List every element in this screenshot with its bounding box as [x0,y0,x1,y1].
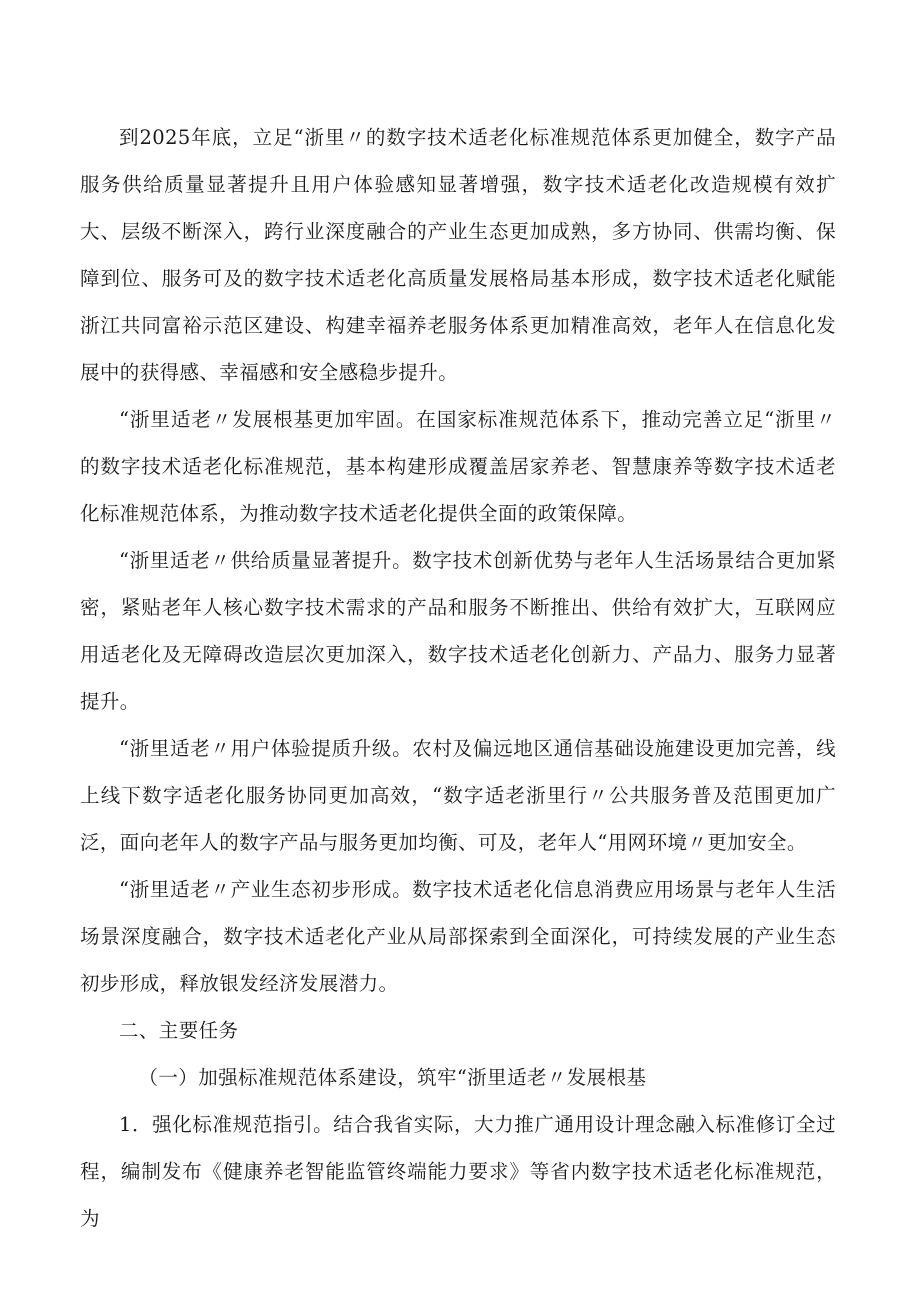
paragraph-item-1: 1．强化标准规范指引。结合我省实际，大力推广通用设计理念融入标准修订全过程，编制发布《健康养老智能监管终端能力要求》等省内数字技术适老化标准规范，为 [80,1113,836,1230]
subsection-heading: （一）加强标准规范体系建设，筑牢“浙里适老〃发展根基 [138,1066,647,1089]
paragraph-goal-2025: 到2025年底，立足“浙里〃的数字技术适老化标准规范体系更加健全，数字产品服务供给质量显著提升且用户体验感知显著增强，数字技术适老化改造规模有效扩大、层级不断深入，跨行业深度融合的产业生态更加成熟，多方协同、供需均衡、保障到位、服务可及的数字技术适老化高质量发展格局基本形成，数字技术适老化赋能浙江共同富裕示范区建设、构建幸福养老服务体系更加精准高效，老年人在信息化发展中的获得感、幸福感和安全感稳步提升。 [80,126,836,384]
section-heading: 二、主要任务 [119,1019,239,1042]
paragraph-foundation: “浙里适老〃发展根基更加牢固。在国家标准规范体系下，推动完善立足“浙里〃的数字技术适老化标准规范，基本构建形成覆盖居家养老、智慧康养等数字技术适老化标准规范体系，为推动数字技术适老化提供全面的政策保障。 [80,408,836,525]
paragraph-industry-ecology: “浙里适老〃产业生态初步形成。数字技术适老化信息消费应用场景与老年人生活场景深度融合，数字技术适老化产业从局部探索到全面深化，可持续发展的产业生态初步形成，释放银发经济发展潜力。 [80,878,836,995]
document-body [80,114,836,1242]
paragraph-supply-quality: “浙里适老〃供给质量显著提升。数字技术创新优势与老年人生活场景结合更加紧密，紧贴老年人核心数字技术需求的产品和服务不断推出、供给有效扩大，互联网应用适老化及无障碍改造层次更加深入，数字技术适老化创新力、产品力、服务力显著提升。 [80,549,836,713]
paragraph-user-experience: “浙里适老〃用户体验提质升级。农村及偏远地区通信基础设施建设更加完善，线上线下数字适老化服务协同更加高效，“数字适老浙里行〃公共服务普及范围更加广泛，面向老年人的数字产品与服务更加均衡、可及，老年人“用网环境〃更加安全。 [80,737,836,854]
